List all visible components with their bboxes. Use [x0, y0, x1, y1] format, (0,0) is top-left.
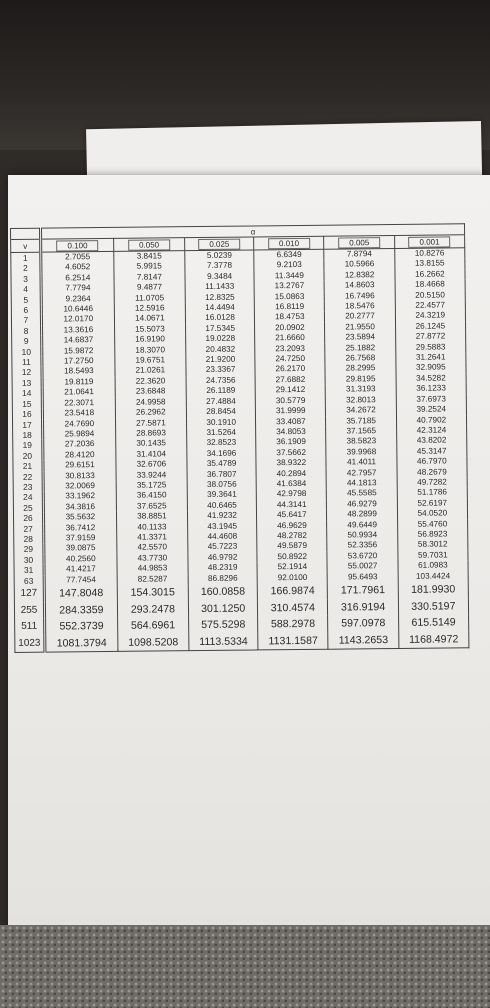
critical-value-cell: 615.5149: [398, 614, 468, 631]
degrees-of-freedom-cell: 2: [11, 263, 41, 274]
critical-value-cell: 39.2524: [396, 404, 466, 415]
critical-value-cell: 29.6151: [43, 460, 116, 471]
critical-value-cell: 9.2364: [41, 294, 114, 305]
critical-value-cell: 26.1245: [395, 321, 465, 332]
degrees-of-freedom-cell: 3: [11, 273, 41, 284]
critical-value-cell: 25.1882: [325, 343, 395, 354]
degrees-of-freedom-cell: 8: [12, 326, 42, 337]
critical-value-cell: 21.0641: [42, 387, 115, 398]
critical-value-cell: 34.8053: [256, 427, 326, 438]
level-label: 0.005: [338, 237, 380, 248]
critical-value-cell: 42.3124: [396, 425, 466, 436]
critical-value-cell: 38.8851: [116, 511, 187, 522]
degrees-of-freedom-cell: 29: [14, 544, 44, 555]
critical-value-cell: 15.0863: [254, 291, 324, 302]
critical-value-cell: 34.1696: [187, 448, 256, 459]
critical-value-cell: 588.2978: [258, 616, 328, 633]
critical-value-cell: 52.6197: [397, 498, 467, 509]
degrees-of-freedom-cell: 13: [12, 378, 42, 389]
degrees-of-freedom-cell: 16: [12, 409, 42, 420]
critical-value-cell: 5.0239: [185, 250, 254, 262]
chi-square-table: [10, 223, 469, 653]
critical-value-cell: 171.7961: [328, 582, 398, 599]
critical-value-cell: 23.5894: [325, 332, 395, 343]
critical-value-cell: 12.5916: [114, 303, 185, 314]
degrees-of-freedom-cell: 12: [12, 367, 42, 378]
level-label: 0.010: [268, 237, 310, 248]
degrees-of-freedom-cell: 22: [13, 471, 43, 482]
critical-value-cell: 49.5879: [257, 541, 327, 552]
critical-value-cell: 48.2319: [188, 563, 257, 574]
degrees-of-freedom-cell: 127: [14, 586, 44, 603]
critical-value-cell: 9.4877: [114, 282, 185, 293]
critical-value-cell: 316.9194: [328, 598, 398, 615]
critical-value-cell: 28.8693: [115, 428, 186, 439]
critical-value-cell: 39.9968: [326, 447, 396, 458]
critical-value-cell: 38.9322: [256, 458, 326, 469]
critical-value-cell: 30.1910: [187, 417, 256, 428]
critical-value-cell: 7.7794: [41, 283, 114, 294]
critical-value-cell: 55.4760: [397, 519, 467, 530]
critical-value-cell: 18.4668: [395, 279, 465, 290]
degrees-of-freedom-cell: 18: [13, 430, 43, 441]
critical-value-cell: 33.4087: [256, 416, 326, 427]
critical-value-cell: 11.1433: [185, 282, 254, 293]
critical-value-cell: 14.0671: [114, 314, 185, 325]
critical-value-cell: 27.5871: [115, 418, 186, 429]
critical-value-cell: 23.5418: [42, 408, 115, 419]
critical-value-cell: 38.5823: [326, 436, 396, 447]
critical-value-cell: 12.8382: [324, 270, 394, 281]
critical-value-cell: 20.5150: [395, 290, 465, 301]
degrees-of-freedom-cell: 26: [13, 513, 43, 524]
critical-value-cell: 37.9159: [44, 533, 117, 544]
degrees-of-freedom-cell: 7: [11, 315, 41, 326]
critical-value-cell: 15.9872: [42, 346, 115, 357]
critical-value-cell: 33.1962: [43, 491, 116, 502]
degrees-of-freedom-cell: 4: [11, 284, 41, 295]
critical-value-cell: 37.5662: [256, 447, 326, 458]
critical-value-cell: 41.9232: [188, 511, 257, 522]
degrees-of-freedom-cell: 27: [14, 523, 44, 534]
degrees-of-freedom-cell: 24: [13, 492, 43, 503]
critical-value-cell: 564.6961: [117, 617, 188, 634]
critical-value-cell: 310.4574: [258, 599, 328, 616]
critical-value-cell: 51.1786: [397, 488, 467, 499]
critical-value-cell: 41.3371: [116, 532, 187, 543]
critical-value-cell: 27.2036: [43, 439, 116, 450]
critical-value-cell: 301.1250: [188, 600, 257, 617]
degrees-of-freedom-cell: 63: [14, 575, 44, 586]
critical-value-cell: 1131.1587: [258, 632, 328, 650]
critical-value-cell: 59.7031: [398, 550, 468, 561]
critical-value-cell: 6.6349: [254, 249, 324, 261]
degrees-of-freedom-cell: 1: [11, 252, 41, 263]
critical-value-cell: 26.2962: [115, 407, 186, 418]
critical-value-cell: 40.2560: [44, 554, 117, 565]
critical-value-cell: 7.3778: [185, 261, 254, 272]
critical-value-cell: 330.5197: [398, 598, 468, 615]
critical-value-cell: 23.6848: [115, 386, 186, 397]
critical-value-cell: 42.7957: [327, 467, 397, 478]
critical-value-cell: 5.9915: [114, 262, 185, 273]
critical-value-cell: 3.8415: [113, 251, 184, 263]
critical-value-cell: 45.7223: [188, 542, 257, 553]
degrees-of-freedom-cell: 10: [12, 346, 42, 357]
critical-value-cell: 17.2750: [42, 356, 115, 367]
critical-value-cell: 19.6751: [115, 355, 186, 366]
critical-value-cell: 53.6720: [327, 551, 397, 562]
critical-value-cell: 18.5493: [42, 366, 115, 377]
critical-value-cell: 30.5779: [255, 395, 325, 406]
critical-value-cell: 14.6837: [42, 335, 115, 346]
critical-value-cell: 16.7496: [325, 291, 395, 302]
degrees-of-freedom-cell: 30: [14, 554, 44, 565]
critical-value-cell: 552.3739: [45, 618, 118, 635]
critical-value-cell: 28.4120: [43, 450, 116, 461]
critical-value-cell: 43.1945: [188, 521, 257, 532]
critical-value-cell: 7.8147: [114, 272, 185, 283]
critical-value-cell: 20.0902: [255, 323, 325, 334]
critical-value-cell: 27.8772: [395, 331, 465, 342]
degrees-of-freedom-cell: 20: [13, 450, 43, 461]
critical-value-cell: 44.4608: [188, 531, 257, 542]
critical-value-cell: 11.3449: [254, 271, 324, 282]
degrees-of-freedom-cell: 17: [13, 419, 43, 430]
critical-value-cell: 37.6973: [396, 394, 466, 405]
critical-value-cell: 43.8202: [396, 436, 466, 447]
critical-value-cell: 52.3356: [327, 540, 397, 551]
degrees-of-freedom-cell: 19: [13, 440, 43, 451]
critical-value-cell: 1081.3794: [45, 634, 118, 652]
critical-value-cell: 30.8133: [43, 470, 116, 481]
critical-value-cell: 44.3141: [257, 499, 327, 510]
critical-value-cell: 18.4753: [255, 312, 325, 323]
critical-value-cell: 46.9792: [188, 552, 257, 563]
critical-value-cell: 10.5966: [324, 259, 394, 270]
alpha-header: α: [41, 224, 465, 239]
critical-value-cell: 95.6493: [328, 572, 398, 583]
critical-value-cell: 12.8325: [185, 292, 254, 303]
critical-value-cell: 24.7690: [43, 418, 116, 429]
critical-value-cell: 40.6465: [187, 500, 256, 511]
critical-value-cell: 36.7807: [187, 469, 256, 480]
critical-value-cell: 575.5298: [189, 616, 258, 633]
critical-value-cell: 34.2672: [326, 405, 396, 416]
critical-value-cell: 46.7970: [397, 456, 467, 467]
critical-value-cell: 77.7454: [44, 574, 117, 585]
critical-value-cell: 11.0705: [114, 293, 185, 304]
level-header: [394, 235, 464, 249]
critical-value-cell: 46.9629: [257, 520, 327, 531]
chi-square-table-container: [10, 223, 469, 653]
critical-value-cell: 32.6706: [116, 459, 187, 470]
critical-value-cell: 33.9244: [116, 470, 187, 481]
critical-value-cell: 15.5073: [114, 324, 185, 335]
critical-value-cell: 42.5570: [117, 543, 188, 554]
critical-value-cell: 24.9958: [115, 397, 186, 408]
critical-value-cell: 10.6446: [41, 304, 114, 315]
degrees-of-freedom-cell: 23: [13, 482, 43, 493]
critical-value-cell: 13.3616: [42, 325, 115, 336]
critical-value-cell: 12.0170: [41, 314, 114, 325]
critical-value-cell: 56.8923: [397, 529, 467, 540]
critical-value-cell: 21.0261: [115, 366, 186, 377]
critical-value-cell: 52.1914: [257, 562, 327, 573]
critical-value-cell: 22.4577: [395, 300, 465, 311]
critical-value-cell: 20.2777: [325, 311, 395, 322]
critical-value-cell: 37.6525: [116, 501, 187, 512]
critical-value-cell: 37.1565: [326, 426, 396, 437]
v-header: v: [11, 239, 41, 252]
critical-value-cell: 36.1233: [396, 384, 466, 395]
critical-value-cell: 48.2899: [327, 509, 397, 520]
table-body: [11, 248, 469, 653]
degrees-of-freedom-cell: 28: [14, 534, 44, 545]
critical-value-cell: 39.0875: [44, 543, 117, 554]
degrees-of-freedom-cell: 25: [13, 502, 43, 513]
critical-value-cell: 35.1725: [116, 480, 187, 491]
level-label: 0.100: [56, 240, 98, 251]
critical-value-cell: 27.4884: [186, 396, 255, 407]
critical-value-cell: 41.4011: [326, 457, 396, 468]
critical-value-cell: 31.9999: [256, 406, 326, 417]
degrees-of-freedom-cell: 511: [15, 619, 45, 636]
critical-value-cell: 43.7730: [117, 553, 188, 564]
critical-value-cell: 31.3193: [326, 384, 396, 395]
degrees-of-freedom-cell: 11: [12, 357, 42, 368]
degrees-of-freedom-cell: 1023: [15, 635, 45, 652]
critical-value-cell: 31.5264: [187, 427, 256, 438]
critical-value-cell: 18.3070: [114, 345, 185, 356]
critical-value-cell: 49.6449: [327, 520, 397, 531]
critical-value-cell: 49.7282: [397, 477, 467, 488]
critical-value-cell: 28.8454: [186, 407, 255, 418]
critical-value-cell: 35.7185: [326, 415, 396, 426]
critical-value-cell: 16.0128: [185, 313, 254, 324]
critical-value-cell: 26.7568: [325, 353, 395, 364]
critical-value-cell: 86.8296: [188, 573, 257, 584]
critical-value-cell: 44.1813: [327, 478, 397, 489]
level-header: [254, 236, 324, 250]
critical-value-cell: 31.2641: [396, 352, 466, 363]
critical-value-cell: 160.0858: [188, 583, 257, 600]
v-header-blank: [11, 228, 41, 239]
critical-value-cell: 26.2170: [255, 364, 325, 375]
critical-value-cell: 54.0520: [397, 508, 467, 519]
critical-value-cell: 28.2995: [325, 363, 395, 374]
critical-value-cell: 4.6052: [41, 262, 114, 273]
critical-value-cell: 45.3147: [397, 446, 467, 457]
critical-value-cell: 23.3367: [186, 365, 255, 376]
critical-value-cell: 166.9874: [257, 583, 327, 600]
critical-value-cell: 36.7412: [44, 522, 117, 533]
critical-value-cell: 38.0756: [187, 479, 256, 490]
critical-value-cell: 293.2478: [117, 601, 188, 618]
critical-value-cell: 29.5883: [395, 342, 465, 353]
critical-value-cell: 29.1412: [255, 385, 325, 396]
critical-value-cell: 23.2093: [255, 343, 325, 354]
critical-value-cell: 55.0027: [327, 561, 397, 572]
critical-value-cell: 6.2514: [41, 273, 114, 284]
critical-value-cell: 40.2894: [256, 468, 326, 479]
level-header: [324, 235, 394, 249]
critical-value-cell: 40.1133: [116, 522, 187, 533]
critical-value-cell: 21.9550: [325, 322, 395, 333]
critical-value-cell: 16.9190: [114, 334, 185, 345]
critical-value-cell: 597.0978: [328, 615, 398, 632]
critical-value-cell: 31.4104: [116, 449, 187, 460]
critical-value-cell: 9.3484: [185, 271, 254, 282]
critical-value-cell: 154.3015: [117, 584, 188, 601]
critical-value-cell: 14.4494: [185, 302, 254, 313]
critical-value-cell: 1143.2653: [328, 631, 398, 649]
critical-value-cell: 41.4217: [44, 564, 117, 575]
critical-value-cell: 34.5282: [396, 373, 466, 384]
critical-value-cell: 24.3219: [395, 311, 465, 322]
degrees-of-freedom-cell: 255: [14, 602, 44, 619]
critical-value-cell: 50.9934: [327, 530, 397, 541]
critical-value-cell: 20.4832: [186, 344, 255, 355]
critical-value-cell: 36.4150: [116, 491, 187, 502]
critical-value-cell: 45.6417: [257, 510, 327, 521]
critical-value-cell: 181.9930: [398, 581, 468, 598]
critical-value-cell: 41.6384: [256, 479, 326, 490]
critical-value-cell: 147.8048: [44, 585, 117, 602]
level-label: 0.025: [198, 238, 240, 249]
critical-value-cell: 13.2767: [254, 281, 324, 292]
critical-value-cell: 21.9200: [186, 355, 255, 366]
degrees-of-freedom-cell: 15: [12, 398, 42, 409]
critical-value-cell: 21.6660: [255, 333, 325, 344]
critical-value-cell: 48.2679: [397, 467, 467, 478]
critical-value-cell: 44.9853: [117, 563, 188, 574]
critical-value-cell: 45.5585: [327, 488, 397, 499]
critical-value-cell: 30.1435: [115, 438, 186, 449]
critical-value-cell: 14.8603: [325, 280, 395, 291]
critical-value-cell: 92.0100: [257, 572, 327, 583]
level-label: 0.001: [408, 236, 450, 247]
critical-value-cell: 61.0983: [398, 560, 468, 571]
critical-value-cell: 103.4424: [398, 571, 468, 582]
critical-value-cell: 40.7902: [396, 415, 466, 426]
critical-value-cell: 35.4789: [187, 459, 256, 470]
level-header: [41, 238, 114, 252]
critical-value-cell: 39.3641: [187, 490, 256, 501]
critical-value-cell: 34.3816: [43, 502, 116, 513]
degrees-of-freedom-cell: 14: [12, 388, 42, 399]
critical-value-cell: 10.8276: [394, 248, 464, 260]
critical-value-cell: 32.8013: [326, 395, 396, 406]
critical-value-cell: 32.8523: [187, 438, 256, 449]
critical-value-cell: 1098.5208: [117, 634, 189, 652]
critical-value-cell: 284.3359: [44, 601, 117, 618]
critical-value-cell: 82.5287: [117, 574, 188, 585]
critical-value-cell: 48.2782: [257, 531, 327, 542]
critical-value-cell: 50.8922: [257, 551, 327, 562]
critical-value-cell: 32.9095: [396, 363, 466, 374]
degrees-of-freedom-cell: 31: [14, 565, 44, 576]
critical-value-cell: 13.8155: [395, 259, 465, 270]
degrees-of-freedom-cell: 21: [13, 461, 43, 472]
critical-value-cell: 2.7055: [41, 251, 114, 263]
critical-value-cell: 25.9894: [43, 429, 116, 440]
critical-value-cell: 1113.5334: [189, 633, 258, 651]
critical-value-cell: 17.5345: [186, 323, 255, 334]
degrees-of-freedom-cell: 6: [11, 305, 41, 316]
critical-value-cell: 19.8119: [42, 377, 115, 388]
critical-value-cell: 24.7250: [255, 354, 325, 365]
critical-value-cell: 19.0228: [186, 334, 255, 345]
critical-value-cell: 46.9279: [327, 499, 397, 510]
level-header: [113, 238, 184, 252]
degrees-of-freedom-cell: 5: [11, 294, 41, 305]
critical-value-cell: 22.3620: [115, 376, 186, 387]
carpet-surface: [0, 925, 490, 1008]
critical-value-cell: 7.8794: [324, 248, 394, 260]
critical-value-cell: 35.5632: [43, 512, 116, 523]
critical-value-cell: 24.7356: [186, 375, 255, 386]
critical-value-cell: 18.5476: [325, 301, 395, 312]
level-label: 0.050: [128, 239, 170, 250]
critical-value-cell: 32.0069: [43, 481, 116, 492]
critical-value-cell: 58.3012: [398, 540, 468, 551]
critical-value-cell: 26.1189: [186, 386, 255, 397]
critical-value-cell: 16.2662: [395, 269, 465, 280]
critical-value-cell: 27.6882: [255, 375, 325, 386]
critical-value-cell: 1168.4972: [398, 631, 468, 649]
critical-value-cell: 22.3071: [42, 398, 115, 409]
critical-value-cell: 42.9798: [256, 489, 326, 500]
critical-value-cell: 16.8119: [255, 302, 325, 313]
degrees-of-freedom-cell: 9: [12, 336, 42, 347]
critical-value-cell: 36.1909: [256, 437, 326, 448]
level-header: [185, 237, 254, 251]
critical-value-cell: 9.2103: [254, 260, 324, 271]
critical-value-cell: 29.8195: [326, 374, 396, 385]
